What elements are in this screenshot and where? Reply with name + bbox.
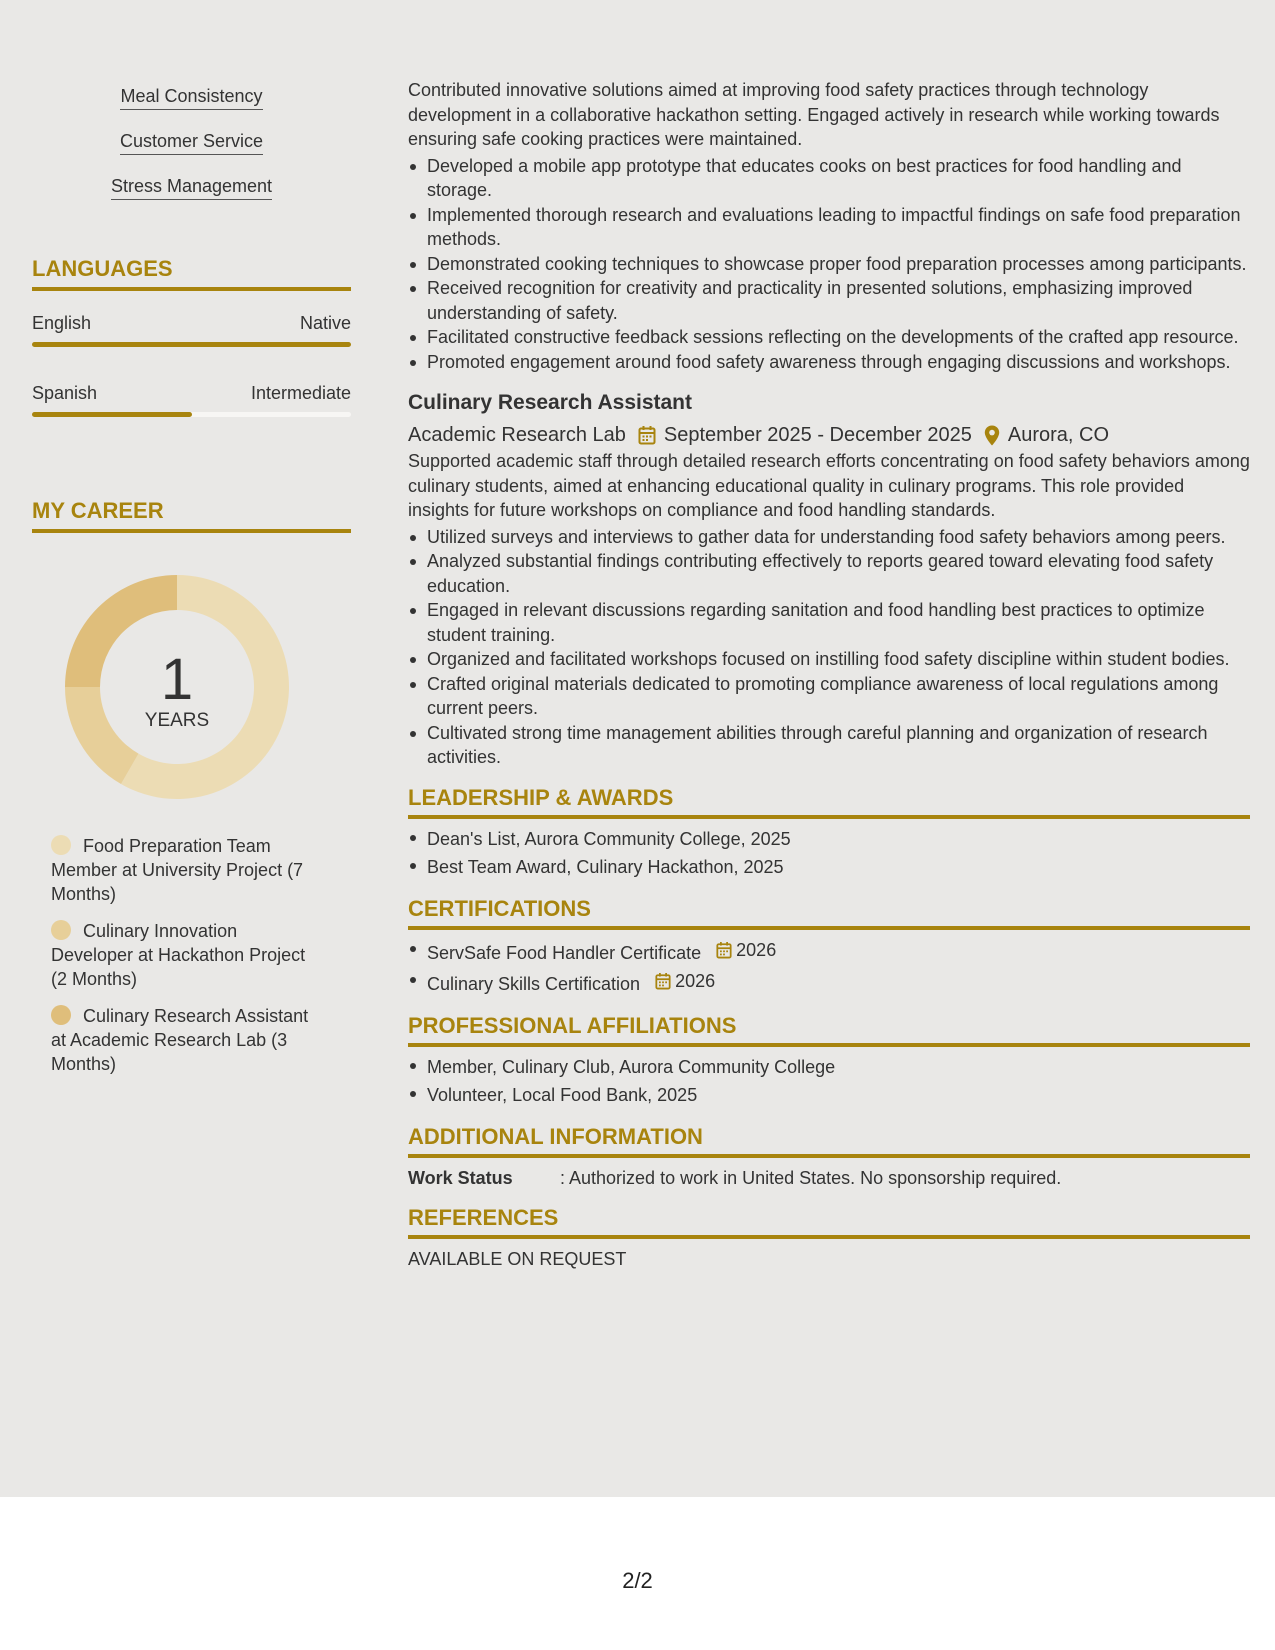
language-name: English (32, 313, 92, 333)
skill-tag: Customer Service (120, 131, 263, 155)
career-heading: MY CAREER (32, 498, 351, 533)
legend-item (51, 834, 321, 906)
bullet-item: Organized and facilitated workshops focused on instilling food safety discipline within student bodies. (408, 647, 1250, 672)
bullet-item: Analyzed substantial findings contributing effectively to reports geared toward elevating food safety education. (408, 549, 1250, 598)
language-level: Native (299, 313, 351, 333)
hackathon-description: Contributed innovative solutions aimed at improving food safety practices through technology development in a collaborative hackathon setting. Engaged actively in research while working towards ensuring safe cooking practices were maintained. (408, 80, 1220, 149)
certifications-heading: CERTIFICATIONS (408, 895, 1250, 930)
job-dates: September 2025 - December 2025 (663, 424, 972, 446)
calendar-icon (716, 941, 732, 959)
career-donut-chart (64, 574, 290, 800)
job-meta (408, 421, 1250, 449)
calendar-icon (655, 972, 671, 990)
bullet-item: Demonstrated cooking techniques to showcase proper food preparation processes among participants. (408, 252, 1250, 277)
bullet-item: Promoted engagement around food safety awareness through engaging discussions and workshops. (408, 350, 1250, 375)
bullet-item: Implemented thorough research and evaluations leading to impactful findings on safe food preparation methods. (408, 203, 1250, 252)
affiliations-heading: PROFESSIONAL AFFILIATIONS (408, 1012, 1250, 1047)
legend-dot (51, 835, 71, 855)
languages-heading: LANGUAGES (32, 256, 351, 291)
bullet-item: Utilized surveys and interviews to gather data for understanding food safety behaviors among peers. (408, 525, 1250, 550)
language-proficiency-bar (32, 412, 351, 417)
legend-label: Culinary Research Assistant at Academic Research Lab (3 Months) (51, 1006, 309, 1074)
calendar-icon (638, 425, 656, 445)
certifications-list (408, 936, 1250, 998)
job-title: Culinary Research Assistant (408, 391, 693, 414)
leadership-heading: LEADERSHIP & AWARDS (408, 784, 1250, 819)
work-status-value: : Authorized to work in United States. No sponsorship required. (560, 1167, 1062, 1188)
bullet-item: Crafted original materials dedicated to promoting compliance awareness of local regulations among current peers. (408, 672, 1250, 721)
location-pin-icon (984, 425, 1000, 446)
page-number: 2/2 (622, 1568, 653, 1593)
certification-name: Culinary Skills Certification (427, 973, 641, 994)
legend-item (51, 1004, 321, 1076)
legend-dot (51, 1005, 71, 1025)
list-item: Volunteer, Local Food Bank, 2025 (408, 1081, 1250, 1109)
career-years-unit: YEARS (144, 710, 210, 731)
skill-tag: Meal Consistency (120, 86, 262, 110)
bullet-item: Cultivated strong time management abilities through careful planning and organization of research activities. (408, 721, 1250, 770)
skill-tag: Stress Management (111, 176, 272, 200)
list-item: Member, Culinary Club, Aurora Community College (408, 1053, 1250, 1081)
additional-info-heading: ADDITIONAL INFORMATION (408, 1123, 1250, 1158)
certification-year: 2026 (736, 939, 777, 960)
bullet-item: Engaged in relevant discussions regarding sanitation and food handling best practices to optimize student training. (408, 598, 1250, 647)
language-proficiency-fill (32, 342, 351, 347)
language-proficiency-bar (32, 342, 351, 347)
certification-item (408, 967, 1250, 998)
job-company: Academic Research Lab (408, 424, 626, 446)
leadership-list (408, 825, 1250, 881)
certification-item (408, 936, 1250, 967)
job-description: Supported academic staff through detailed research efforts concentrating on food safety behaviors among culinary students, aimed at enhancing educational quality in culinary programs. This role provided insights for future workshops on compliance and food handling standards. (408, 451, 1250, 520)
list-item: Best Team Award, Culinary Hackathon, 2025 (408, 853, 1250, 881)
job-bullets (408, 525, 1250, 770)
job-location: Aurora, CO (1007, 424, 1110, 446)
skills-list (32, 86, 351, 221)
legend-item (51, 919, 321, 991)
bullet-item: Developed a mobile app prototype that educates cooks on best practices for food handling and storage. (408, 154, 1250, 203)
career-legend (51, 834, 321, 1089)
certification-year: 2026 (675, 970, 716, 991)
language-name: Spanish (32, 383, 98, 403)
references-text: AVAILABLE ON REQUEST (408, 1248, 627, 1269)
right-column (408, 78, 1250, 1271)
work-status-row (408, 1166, 1250, 1190)
bullet-item: Facilitated constructive feedback sessions reflecting on the developments of the crafted app resource. (408, 325, 1250, 350)
list-item: Dean's List, Aurora Community College, 2025 (408, 825, 1250, 853)
references-heading: REFERENCES (408, 1204, 1250, 1239)
bullet-item: Received recognition for creativity and practicality in presented solutions, emphasizing improved understanding of safety. (408, 276, 1250, 325)
legend-label: Food Preparation Team Member at University Project (7 Months) (51, 836, 304, 904)
certification-name: ServSafe Food Handler Certificate (427, 942, 702, 963)
affiliations-list (408, 1053, 1250, 1109)
legend-dot (51, 920, 71, 940)
career-years-value: 1 (160, 647, 194, 712)
language-proficiency-fill (32, 412, 192, 417)
legend-label: Culinary Innovation Developer at Hackathon Project (2 Months) (51, 921, 306, 989)
hackathon-bullets (408, 154, 1250, 375)
work-status-label: Work Status (408, 1167, 513, 1188)
language-level: Intermediate (250, 383, 351, 403)
